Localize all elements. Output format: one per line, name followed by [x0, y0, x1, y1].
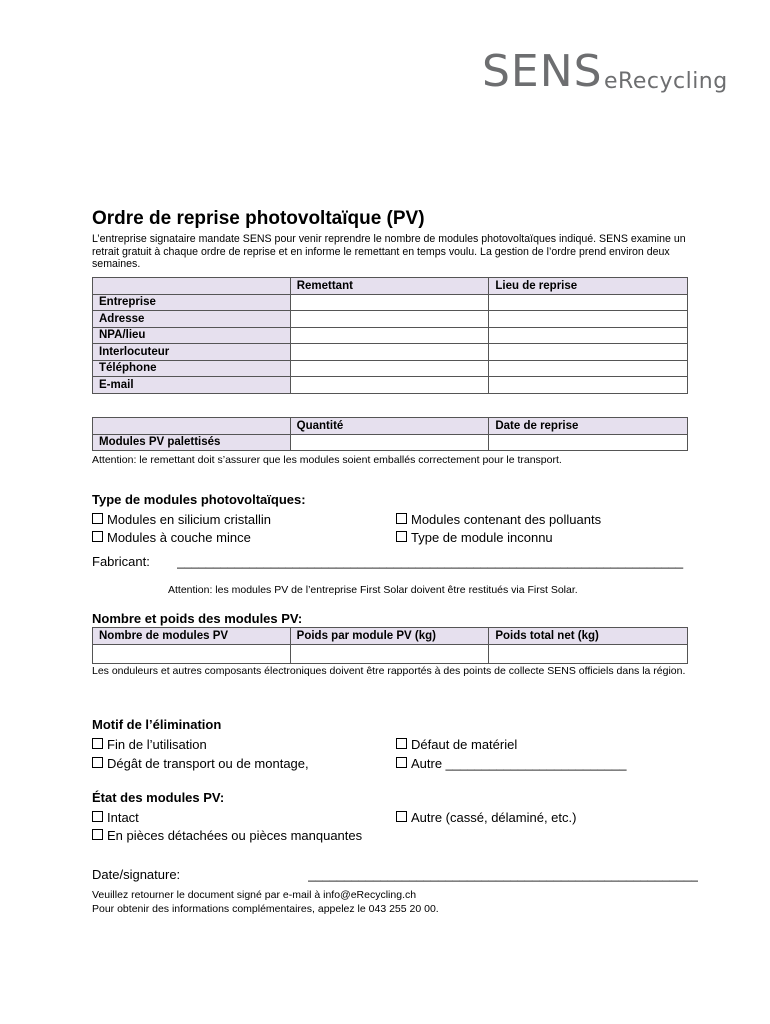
input-cell[interactable]: [290, 311, 489, 328]
weights-table: [92, 627, 688, 664]
header-remettant: Remettant: [290, 278, 489, 295]
input-cell[interactable]: [489, 344, 688, 361]
row-label: Interlocuteur: [93, 344, 291, 361]
first-solar-note: Attention: les modules PV de l’entreprise First Solar doivent être restitués via First Solar.: [168, 584, 578, 596]
header-poids-total: Poids total net (kg): [489, 628, 688, 645]
header-date-reprise: Date de reprise: [489, 418, 688, 435]
checkbox[interactable]: [92, 513, 103, 524]
signature-line[interactable]: ______________________________________________________: [308, 867, 698, 882]
input-cell[interactable]: [489, 644, 688, 663]
checkbox[interactable]: [396, 811, 407, 822]
input-cell[interactable]: [489, 294, 688, 311]
option-fin-utilisation[interactable]: Fin de l’utilisation: [92, 737, 207, 752]
option-pieces-detachees[interactable]: En pièces détachées ou pièces manquantes: [92, 828, 362, 843]
input-cell[interactable]: [489, 311, 688, 328]
option-autre-motif[interactable]: Autre _________________________: [396, 756, 626, 771]
checkbox[interactable]: [396, 738, 407, 749]
table-corner: [93, 278, 291, 295]
header-quantite: Quantité: [290, 418, 489, 435]
input-cell[interactable]: [290, 294, 489, 311]
footer-phone: Pour obtenir des informations complémentaires, appelez le 043 255 20 00.: [92, 903, 439, 915]
option-defaut-materiel[interactable]: Défaut de matériel: [396, 737, 517, 752]
input-cell[interactable]: [290, 377, 489, 394]
checkbox[interactable]: [396, 513, 407, 524]
onduleurs-note: Les onduleurs et autres composants électroniques doivent être rapportés à des points de collecte SENS officiels dans la région.: [92, 665, 686, 677]
option-polluants[interactable]: Modules contenant des polluants: [396, 512, 601, 527]
input-cell[interactable]: [489, 434, 688, 451]
etat-title: État des modules PV:: [92, 790, 225, 805]
input-cell[interactable]: [290, 344, 489, 361]
checkbox[interactable]: [396, 757, 407, 768]
logo-sub: eRecycling: [604, 69, 728, 94]
weights-title: Nombre et poids des modules PV:: [92, 611, 303, 626]
header-lieu: Lieu de reprise: [489, 278, 688, 295]
row-label: Modules PV palettisés: [93, 434, 291, 451]
option-silicium[interactable]: Modules en silicium cristallin: [92, 512, 271, 527]
input-cell[interactable]: [93, 644, 291, 663]
sens-logo: [482, 46, 728, 100]
input-cell[interactable]: [489, 327, 688, 344]
option-intact[interactable]: Intact: [92, 810, 139, 825]
header-poids-module: Poids par module PV (kg): [290, 628, 489, 645]
row-label: Entreprise: [93, 294, 291, 311]
checkbox[interactable]: [92, 738, 103, 749]
option-inconnu[interactable]: Type de module inconnu: [396, 530, 553, 545]
row-label: Téléphone: [93, 360, 291, 377]
row-label: NPA/lieu: [93, 327, 291, 344]
intro-text: L’entreprise signataire mandate SENS pour venir reprendre le nombre de modules photovoltaïques indiqué. SENS examine un retrait gratuit à chaque ordre de reprise et en informe le remettant en temps voulu. La gestion de l’ordre prend environ deux semaines.: [92, 233, 686, 270]
fabricant-label: Fabricant:: [92, 554, 150, 569]
transport-note: Attention: le remettant doit s’assurer que les modules soient emballés correctement pour le transport.: [92, 454, 562, 466]
motif-title: Motif de l’élimination: [92, 717, 222, 732]
types-title: Type de modules photovoltaïques:: [92, 492, 306, 507]
page-title: Ordre de reprise photovoltaïque (PV): [92, 208, 425, 229]
option-couche-mince[interactable]: Modules à couche mince: [92, 530, 251, 545]
checkbox[interactable]: [92, 811, 103, 822]
fabricant-line[interactable]: ______________________________________________________________________: [177, 554, 684, 569]
input-cell[interactable]: [489, 377, 688, 394]
input-cell[interactable]: [290, 434, 489, 451]
footer-email: Veuillez retourner le document signé par e-mail à info@eRecycling.ch: [92, 889, 417, 901]
input-cell[interactable]: [290, 327, 489, 344]
input-cell[interactable]: [290, 360, 489, 377]
input-cell[interactable]: [290, 644, 489, 663]
input-cell[interactable]: [489, 360, 688, 377]
checkbox[interactable]: [92, 757, 103, 768]
checkbox[interactable]: [92, 531, 103, 542]
header-nombre: Nombre de modules PV: [93, 628, 291, 645]
checkbox[interactable]: [92, 829, 103, 840]
quantity-table: [92, 417, 688, 451]
contact-table: [92, 277, 688, 394]
row-label: Adresse: [93, 311, 291, 328]
table-corner: [93, 418, 291, 435]
option-degat-transport[interactable]: Dégât de transport ou de montage,: [92, 756, 309, 771]
signature-label: Date/signature:: [92, 867, 181, 882]
row-label: E-mail: [93, 377, 291, 394]
checkbox[interactable]: [396, 531, 407, 542]
option-autre-etat[interactable]: Autre (cassé, délaminé, etc.): [396, 810, 576, 825]
logo-brand: SENS: [482, 46, 603, 97]
